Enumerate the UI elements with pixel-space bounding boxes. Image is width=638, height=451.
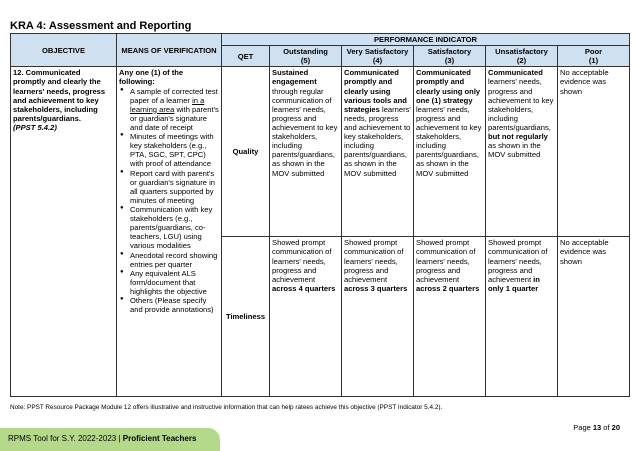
footer-label: RPMS Tool for S.Y. 2022-2023 | <box>8 434 123 443</box>
footer-text <box>8 434 196 443</box>
mov-item: ● Others (Please specify and provide annotations) <box>130 296 219 314</box>
timeliness-unsatisfactory <box>486 237 558 397</box>
page-number <box>573 423 620 432</box>
quality-unsatisfactory <box>486 67 558 237</box>
page-current: 13 <box>592 423 602 432</box>
quality-outstanding <box>270 67 342 237</box>
mov-item: ● Report card with parent's or guardian's signature in all quarters supported by minutes of meeting <box>130 169 219 205</box>
cell-text: through regular communication of learners' needs, progress and achievement to key stakeholders, including parents/guardians, as shown in the MOV submitted <box>272 86 338 178</box>
level-name: Unsatisfactory <box>495 47 548 57</box>
mov-item: ● Minutes of meetings with key stakeholders (e.g., PTA, SGC, SPT, CPC) with proof of attendance <box>130 132 219 168</box>
quality-poor: No acceptable evidence was shown <box>558 67 630 237</box>
page-of: of <box>601 423 612 432</box>
rubric-table <box>10 33 630 397</box>
cell-bold: in only 1 quarter <box>488 274 540 293</box>
level-header-poor <box>558 46 630 67</box>
level-name: Poor <box>584 47 603 57</box>
page-prefix: Page <box>573 423 593 432</box>
timeliness-very-satisfactory <box>342 237 414 397</box>
cell-text: Showed prompt communication of learners' needs, progress and achievement <box>344 238 404 284</box>
mov-intro: Any one (1) of the following: <box>119 68 184 87</box>
ppst-reference: (PPST 5.4.2) <box>13 122 57 132</box>
cell-bold: but not regularly <box>488 132 548 142</box>
cell-text: Showed prompt communication of learners' needs, progress and achievement <box>416 238 476 284</box>
level-name: Satisfactory <box>427 47 472 57</box>
level-score: (4) <box>372 56 383 66</box>
performance-indicator-header: PERFORMANCE INDICATOR <box>222 34 630 46</box>
quality-satisfactory <box>414 67 486 237</box>
mov-list <box>119 87 219 315</box>
level-score: (3) <box>444 56 455 66</box>
level-header-satisfactory <box>414 46 486 67</box>
cell-bold: across 2 quarters <box>416 283 480 293</box>
cell-bold: Sustained engagement <box>272 68 317 87</box>
timeliness-satisfactory <box>414 237 486 397</box>
footer-bar <box>0 428 220 451</box>
page-total: 20 <box>611 423 620 432</box>
level-name: Very Satisfactory <box>346 47 409 57</box>
objective-text: 12. Communicated promptly and clearly the learners' needs, progress and achievement to key stakeholders, including parents/guardians. <box>13 68 106 123</box>
level-score: (2) <box>516 56 527 66</box>
cell-text: as shown in the MOV submitted <box>488 141 541 160</box>
level-header-unsatisfactory <box>486 46 558 67</box>
qet-timeliness: Timeliness <box>222 237 270 397</box>
qet-header: QET <box>222 46 270 67</box>
header-row-1 <box>11 34 630 46</box>
qet-quality: Quality <box>222 67 270 237</box>
cell-bold: Communicated <box>488 68 543 78</box>
kra-title: KRA 4: Assessment and Reporting <box>10 20 192 32</box>
mov-item: ● Communication with key stakeholders (e.g., parents/guardians, co-teachers, LGU) using various modalities <box>130 205 219 251</box>
cell-text: Showed prompt communication of learners' needs, progress and achievement <box>488 238 548 284</box>
timeliness-outstanding <box>270 237 342 397</box>
cell-text: Showed prompt communication of learners' needs, progress and achievement <box>272 238 332 284</box>
level-header-outstanding <box>270 46 342 67</box>
cell-text: learners' needs, progress and achievement to key stakeholders, including parents/guardians, as shown in the MOV submitted <box>416 104 482 178</box>
quality-very-satisfactory <box>342 67 414 237</box>
cell-text: learners' needs, progress and achievement to key stakeholders, including parents/guardians, as shown in the MOV submitted <box>344 104 411 178</box>
objective-cell <box>11 67 117 397</box>
footer-bold: Proficient Teachers <box>122 434 197 443</box>
mov-cell <box>117 67 222 397</box>
level-header-very-satisfactory <box>342 46 414 67</box>
cell-bold: across 3 quarters <box>344 283 408 293</box>
quality-row <box>11 67 630 237</box>
mov-header: MEANS OF VERIFICATION <box>117 34 222 67</box>
timeliness-poor: No acceptable evidence was shown <box>558 237 630 397</box>
objective-header: OBJECTIVE <box>11 34 117 67</box>
mov-item: ● Any equivalent ALS form/document that highlights the objective <box>130 269 219 296</box>
level-score: (5) <box>300 56 311 66</box>
mov-item-text: A sample of corrected test paper of a learner <box>130 86 218 105</box>
cell-text: learners' needs, progress and achievement to key stakeholders, including parents/guardians, <box>488 77 554 132</box>
mov-item-text: with parent's or guardian's signature and date of receipt <box>130 104 219 132</box>
level-score: (1) <box>588 56 599 66</box>
mov-item <box>130 87 219 133</box>
cell-bold: Communicated promptly and clearly using only one (1) strategy <box>416 68 481 105</box>
cell-bold: across 4 quarters <box>272 283 336 293</box>
mov-item-underlined: in a learning area <box>130 95 205 114</box>
cell-bold: Communicated promptly and clearly using various tools and strategies <box>344 68 407 114</box>
footnote: Note: PPST Resource Package Module 12 offers illustrative and instructive information that can help ratees achieve this objective (PPST Indicator 5.4.2). <box>10 404 443 411</box>
mov-item: ● Anecdotal record showing entries per quarter <box>130 251 219 269</box>
level-name: Outstanding <box>283 47 328 57</box>
